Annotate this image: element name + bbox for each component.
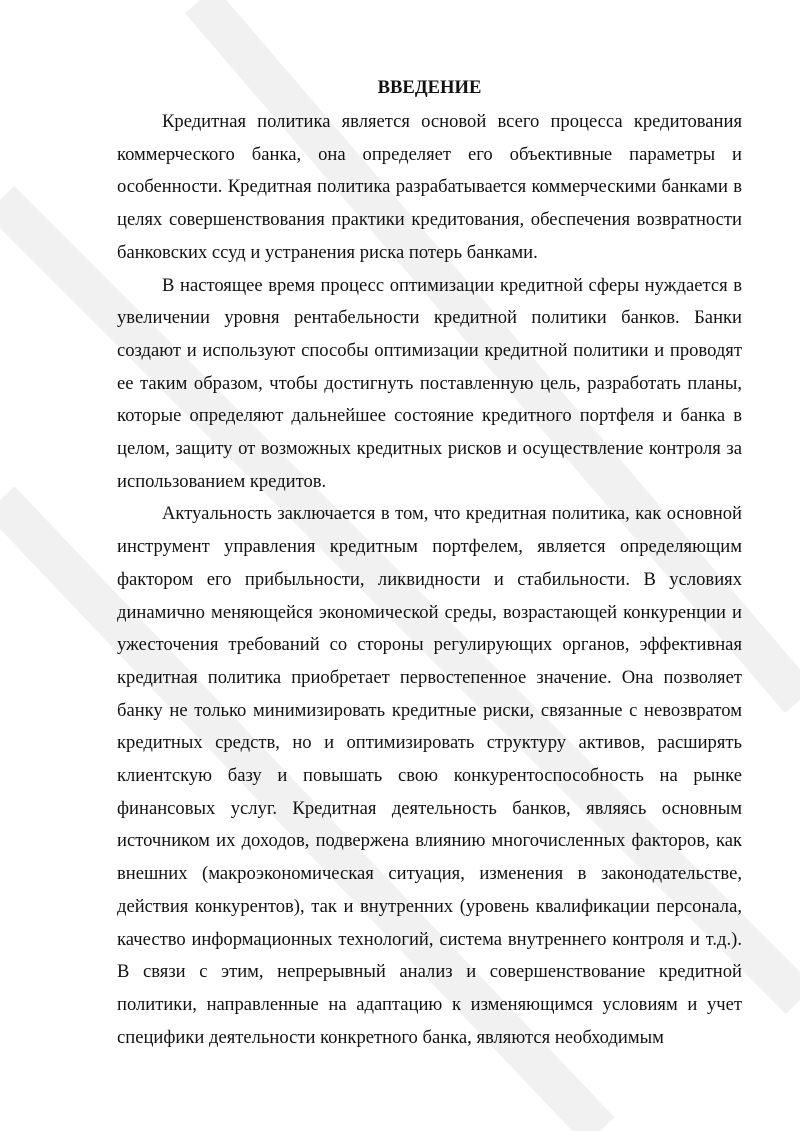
paragraph-2: В настоящее время процесс оптимизации кредитной сферы нуждается в увеличении уровня рентабельности кредитной политики банков. Банки создают и используют способы оптимизации кредитной политики и проводят ее таким образом, чтобы достигнуть поставленную цель, разработать планы, которые определяют дальнейшее состояние кредитного портфеля и банка в целом, защиту от возможных кредитных рисков и осуществление контроля за использованием кредитов. [117,274,742,492]
document-title: ВВЕДЕНИЕ [377,77,482,98]
paragraph-1: Кредитная политика является основой всего процесса кредитования коммерческого банка, она определяет его объективные параметры и особенности. Кредитная политика разрабатывается коммерческими банками в целях совершенствования практики кредитования, обеспечения возвратности банковских ссуд и устранения риска потерь банками. [117,111,742,263]
document-body [117,78,742,1054]
paragraph-3: Актуальность заключается в том, что кредитная политика, как основной инструмент управления кредитным портфелем, является определяющим фактором его прибыльности, ликвидности и стабильности. В условиях динамично меняющейся экономической среды, возрастающей конкуренции и ужесточения требований со стороны регулирующих органов, эффективная кредитная политика приобретает первостепенное значение. Она позволяет банку не только минимизировать кредитные риски, связанные с невозвратом кредитных средств, но и оптимизировать структуру активов, расширять клиентскую базу и повышать свою конкурентоспособность на рынке финансовых услуг. Кредитная деятельность банков, являясь основным источником их доходов, подвержена влиянию многочисленных факторов, как внешних (макроэкономическая ситуация, изменения в законодательстве, действия конкурентов), так и внутренних (уровень квалификации персонала, качество информационных технологий, система внутреннего контроля и т.д.). В связи с этим, непрерывный анализ и совершенствование кредитной политики, направленные на адаптацию к изменяющимся условиям и учет специфики деятельности конкретного банка, являются необходимым [117,503,742,1048]
